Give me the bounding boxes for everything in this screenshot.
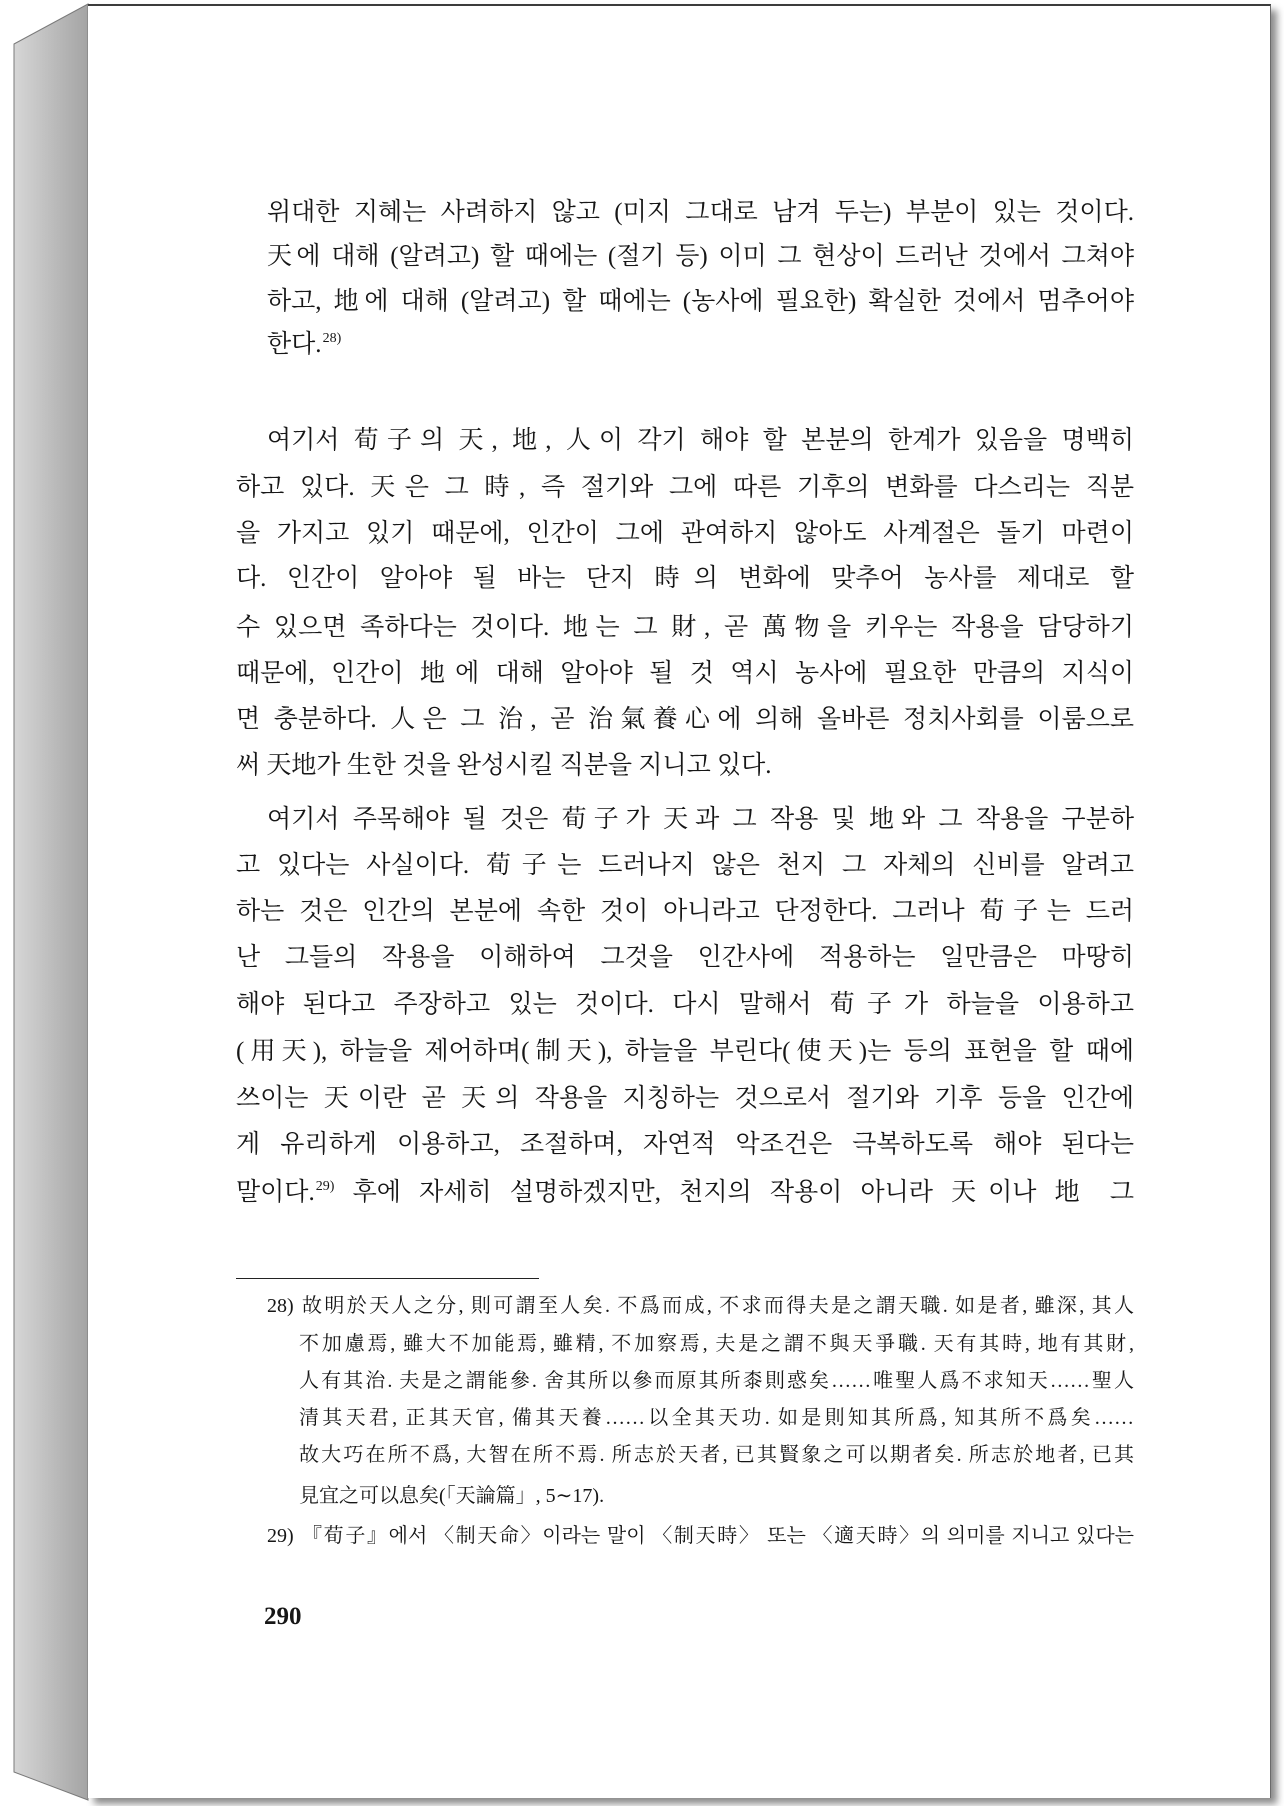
footnote-line [267,1288,1134,1324]
quote-line-text: 한다. [267,331,322,358]
body-line: 여기서 荀子의 天, 地, 人이 각기 해야 할 본분의 한계가 있음을 명백히 [267,427,1134,454]
body-line: 수 있으면 족하다는 것이다. 地는 그 財, 곧 萬物을 키우는 작용을 담당하기 [236,614,1134,641]
body-line: 해야 된다고 주장하고 있는 것이다. 다시 말해서 荀子가 하늘을 이용하고 [236,991,1134,1018]
footnote-number: 28) [267,1295,294,1317]
quote-line: 위대한 지혜는 사려하지 않고 (미지 그대로 남겨 두는) 부분이 있는 것이다. [267,199,1134,226]
footnote-ref: 28) [322,331,342,346]
footnote-line [267,1518,1134,1554]
footnote-line: 故大巧在所不爲, 大智在所不焉. 所志於天者, 已其賢象之可以期者矣. 所志於地者, 已其 [299,1444,1134,1466]
footnote-line: 人有其治. 夫是之謂能參. 舍其所以參而原其所桼則惑矣……唯聖人爲不求知天……聖人 [299,1370,1134,1392]
quote-line: 하고, 地에 대해 (알려고) 할 때에는 (농사에 필요한) 확실한 것에서 멈추어야 [267,288,1134,315]
body-line: 쓰이는 天이란 곧 天의 작용을 지칭하는 것으로서 절기와 기후 등을 인간에 [236,1085,1134,1112]
body-line: (用天), 하늘을 제어하며(制天), 하늘을 부린다(使天)는 등의 표현을 할 때에 [236,1038,1134,1065]
footnote-rule [236,1278,539,1279]
footnote-ref: 29) [315,1179,335,1194]
footnote-line-text: 故明於天人之分, 則可謂至人矣. 不爲而成, 不求而得夫是之謂天職. 如是者, 雖深, 其人 [302,1295,1134,1317]
quote-line [267,322,1134,368]
footnote-line: 清其天君, 正其天官, 備其天養……以全其天功. 如是則知其所爲, 知其所不爲矣…… [299,1407,1134,1429]
body-line: 다. 인간이 알아야 될 바는 단지 時의 변화에 맞추어 농사를 제대로 할 [236,565,1134,592]
footnote-line-text: 『荀子』에서 〈制天命〉이라는 말이 〈制天時〉 또는 〈適天時〉의 의미를 지니고 있다는 [302,1525,1134,1547]
body-line-text: 후에 자세히 설명하겠지만, 천지의 작용이 아니라 天이나 地 그 [352,1179,1135,1206]
body-line: 써 天地가 生한 것을 완성시킬 직분을 지니고 있다. [236,752,772,779]
body-line: 난 그들의 작용을 이해하여 그것을 인간사에 적용하는 일만큼은 마땅히 [236,944,1134,971]
body-line: 을 가지고 있기 때문에, 인간이 그에 관여하지 않아도 사계절은 돌기 마련이 [236,520,1134,547]
body-line: 게 유리하게 이용하고, 조절하며, 자연적 악조건은 극복하도록 해야 된다는 [236,1131,1134,1158]
body-line: 여기서 주목해야 될 것은 荀子가 天과 그 작용 및 地와 그 작용을 구분하 [267,806,1134,833]
footnote-number: 29) [267,1525,294,1547]
page-number: 290 [264,1603,302,1630]
body-line: 고 있다는 사실이다. 荀子는 드러나지 않은 천지 그 자체의 신비를 알려고 [236,852,1134,879]
body-line: 때문에, 인간이 地에 대해 알아야 될 것 역시 농사에 필요한 만큼의 지식이 [236,660,1134,687]
body-line-text: 말이다. [236,1179,315,1206]
body-line [236,1170,1134,1216]
body-line: 하고 있다. 天은 그 時, 즉 절기와 그에 따른 기후의 변화를 다스리는 직분 [236,474,1134,501]
footnote-line: 見宜之可以息矣(「天論篇」, 5∼17). [299,1485,605,1507]
body-line: 하는 것은 인간의 본분에 속한 것이 아니라고 단정한다. 그러나 荀子는 드러 [236,898,1134,925]
footnote-line: 不加慮焉, 雖大不加能焉, 雖精, 不加察焉, 夫是之謂不與天爭職. 天有其時, 地有其財, [299,1333,1134,1355]
quote-line: 天에 대해 (알려고) 할 때에는 (절기 등) 이미 그 현상이 드러난 것에서 그쳐야 [267,243,1134,270]
body-line: 면 충분하다. 人은 그 治, 곧 治氣養心에 의해 올바른 정치사회를 이룸으로 [236,706,1134,733]
